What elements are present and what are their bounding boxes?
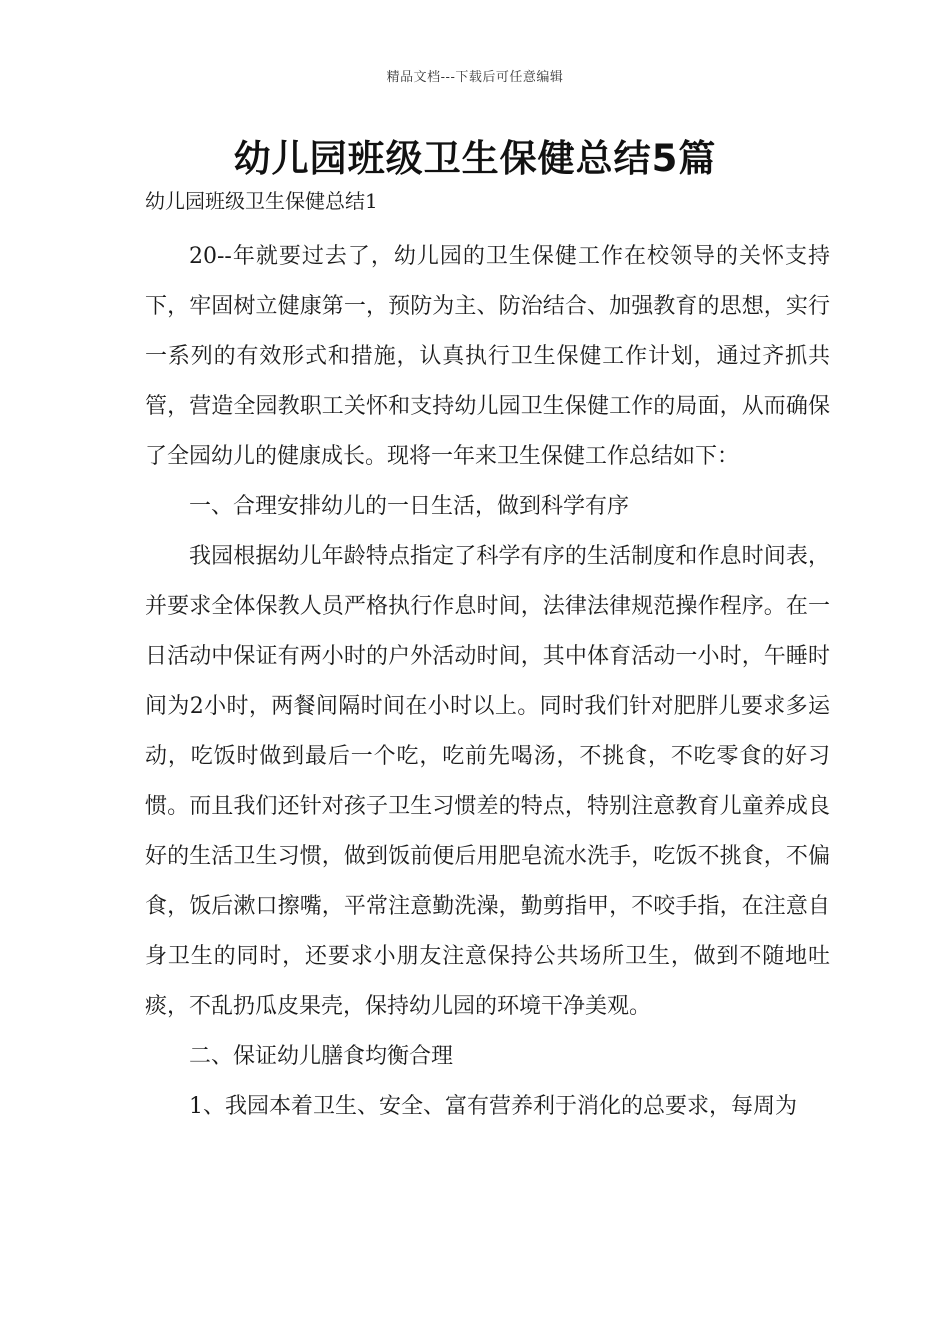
- section-heading: 二、保证幼儿膳食均衡合理: [189, 1044, 454, 1069]
- document-body: [145, 232, 830, 1132]
- page-header: 精品文档---下载后可任意编辑: [386, 70, 564, 85]
- paragraph: 我园根据幼儿年龄特点指定了科学有序的生活制度和作息时间表，并要求全体保教人员严格执行作息时间，法律法律规范操作程序。在一日活动中保证有两小时的户外活动时间，其中体育活动一小时，午睡时间为2小时，两餐间隔时间在小时以上。同时我们针对肥胖儿要求多运动，吃饭时做到最后一个吃，吃前先喝汤，不挑食，不吃零食的好习惯。而且我们还针对孩子卫生习惯差的特点，特别注意教育儿童养成良好的生活卫生习惯，做到饭前便后用肥皂流水洗手，吃饭不挑食，不偏食，饭后漱口擦嘴，平常注意勤洗澡，勤剪指甲，不咬手指，在注意自身卫生的同时，还要求小朋友注意保持公共场所卫生，做到不随地吐痰，不乱扔瓜皮果壳，保持幼儿园的环境干净美观。: [145, 544, 830, 1019]
- section-heading: 一、合理安排幼儿的一日生活，做到科学有序: [189, 494, 630, 519]
- paragraph: 1、我园本着卫生、安全、富有营养利于消化的总要求，每周为: [189, 1094, 797, 1119]
- section-subtitle: 幼儿园班级卫生保健总结1: [145, 189, 378, 213]
- document-title: 幼儿园班级卫生保健总结5篇: [233, 137, 717, 180]
- paragraph: 20--年就要过去了，幼儿园的卫生保健工作在校领导的关怀支持下，牢固树立健康第一，预防为主、防治结合、加强教育的思想，实行一系列的有效形式和措施，认真执行卫生保健工作计划，通过齐抓共管，营造全园教职工关怀和支持幼儿园卫生保健工作的局面，从而确保了全园幼儿的健康成长。现将一年来卫生保健工作总结如下：: [145, 244, 830, 469]
